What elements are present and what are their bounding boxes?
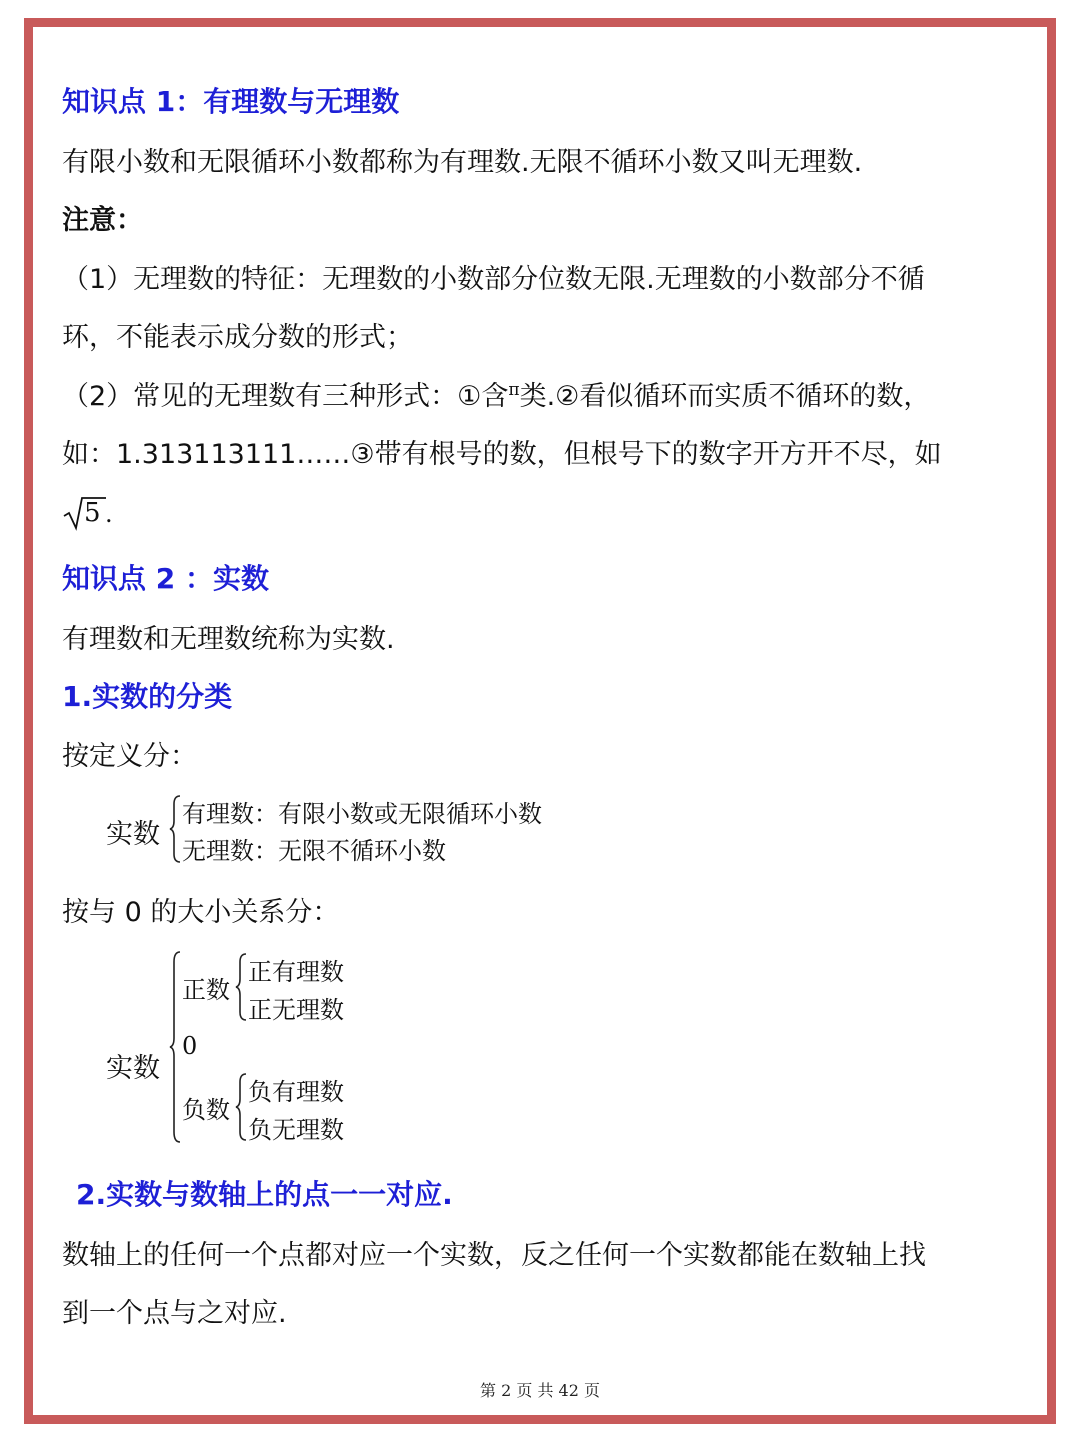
tree1-root: 实数 (106, 819, 160, 850)
correspondence-title: 2.实数与数轴上的点一一对应. (76, 1178, 453, 1211)
tree2-positive-brace-icon (234, 952, 248, 1022)
sqrt-five (62, 494, 122, 534)
tree1-rational: 有理数：有限小数或无限循环小数 (182, 800, 542, 828)
note1-line2: 环，不能表示成分数的形式； (62, 322, 413, 353)
tree2-negative-irrational: 负无理数 (248, 1116, 344, 1144)
correspondence-line2: 到一个点与之对应. (62, 1298, 287, 1329)
tree2-negative-rational: 负有理数 (248, 1078, 344, 1106)
note2-line2: 如：1.313113111……③带有根号的数，但根号下的数字开方开不尽，如 (62, 439, 942, 470)
tree1-irrational: 无理数：无限不循环小数 (182, 837, 446, 865)
sqrt-period: . (105, 500, 113, 528)
page-number-footer: 第 2 页 共 42 页 (480, 1381, 600, 1400)
tree1-brace-icon (168, 794, 182, 864)
tree2-negative: 负数 (182, 1096, 230, 1124)
tree2-negative-brace-icon (234, 1072, 248, 1142)
tree2-root: 实数 (106, 1053, 160, 1084)
note2-line1-end: 类.②看似循环而实质不循环的数， (519, 381, 931, 412)
tree2-positive-irrational: 正无理数 (248, 996, 344, 1024)
note2-line1 (62, 374, 930, 413)
sqrt-radicand: 5 (84, 498, 101, 528)
tree2-main-brace-icon (168, 950, 182, 1144)
page-border (24, 18, 1056, 1424)
by-definition-label: 按定义分： (62, 741, 197, 772)
correspondence-line1: 数轴上的任何一个点都对应一个实数，反之任何一个实数都能在数轴上找 (62, 1240, 926, 1271)
note-label: 注意： (62, 205, 143, 236)
section2-title: 知识点 2 ：实数 (62, 562, 269, 595)
note1-line1: （1）无理数的特征：无理数的小数部分位数无限.无理数的小数部分不循 (62, 264, 925, 295)
pi-symbol: π (508, 380, 520, 400)
section1-title: 知识点 1：有理数与无理数 (62, 85, 400, 118)
note2-line1-start: （2）常见的无理数有三种形式：①含 (62, 381, 509, 412)
rational-definition: 有限小数和无限循环小数都称为有理数.无限不循环小数又叫无理数. (62, 147, 863, 178)
tree2-positive-rational: 正有理数 (248, 958, 344, 986)
by-sign-label: 按与 0 的大小关系分： (62, 897, 340, 928)
tree2-zero: 0 (182, 1032, 198, 1060)
tree2-positive: 正数 (182, 976, 230, 1004)
real-definition: 有理数和无理数统称为实数. (62, 624, 395, 655)
classification-title: 1.实数的分类 (62, 680, 233, 713)
